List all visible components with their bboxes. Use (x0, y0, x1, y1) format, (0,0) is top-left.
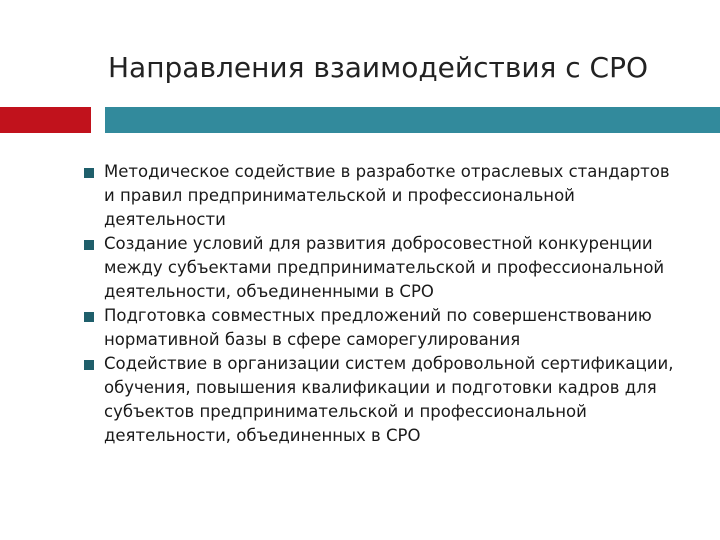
square-bullet-icon (84, 360, 94, 370)
bullet-item (84, 352, 684, 448)
bullet-item (84, 232, 684, 304)
bullet-text: Подготовка совместных предложений по совершенствованию нормативной базы в сфере саморегулирования (104, 306, 652, 349)
square-bullet-icon (84, 312, 94, 322)
title-rule-accent-teal (105, 107, 720, 133)
bullet-list (84, 160, 684, 448)
bullet-text: Методическое содействие в разработке отраслевых стандартов и правил предпринимательской и профессиональной деятельности (104, 162, 670, 229)
bullet-item (84, 304, 684, 352)
bullet-text: Создание условий для развития добросовестной конкуренции между субъектами предпринимательской и профессиональной деятельности, объединенными в СРО (104, 234, 665, 301)
title-rule-accent-red (0, 107, 91, 133)
bullet-item (84, 160, 684, 232)
square-bullet-icon (84, 168, 94, 178)
bullet-text: Содействие в организации систем добровольной сертификации, обучения, повышения квалификации и подготовки кадров для субъектов предпринимательской и профессиональной деятельности, объединенных в СРО (104, 354, 674, 445)
slide-title: Направления взаимодействия с СРО (108, 51, 649, 84)
square-bullet-icon (84, 240, 94, 250)
